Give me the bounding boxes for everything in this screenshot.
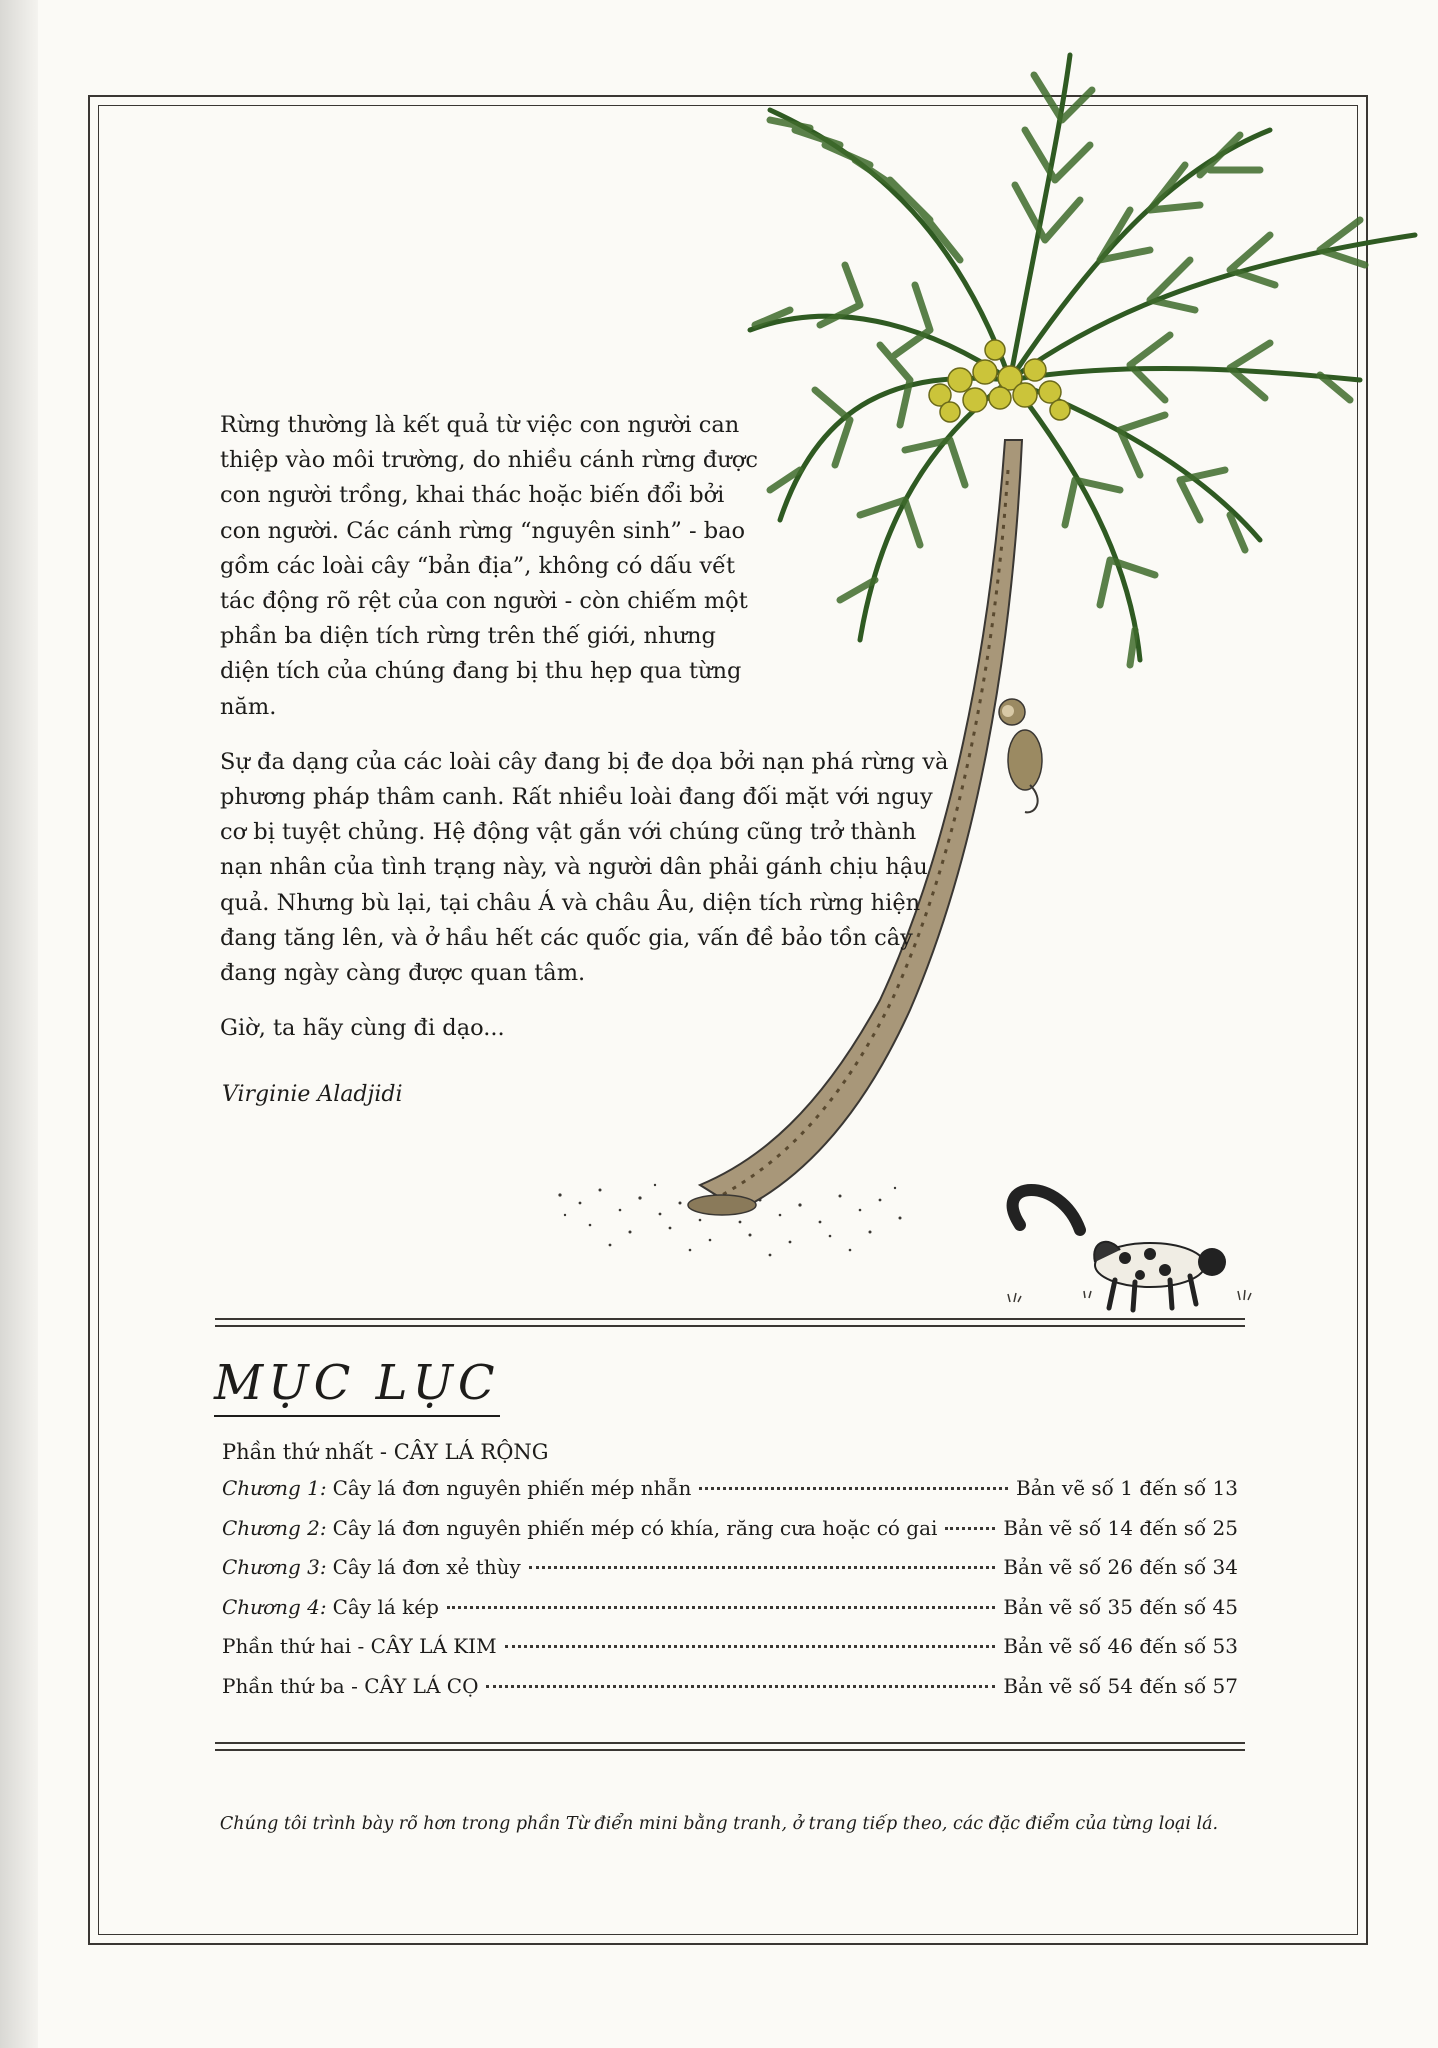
toc-title-text: Phần thứ hai - CÂY LÁ KIM [222, 1634, 497, 1658]
dot-leader [529, 1566, 996, 1569]
toc-row[interactable] [222, 1674, 1238, 1714]
lemur-icon [1013, 1190, 1226, 1310]
toc-plates: Bản vẽ số 54 đến số 57 [1003, 1673, 1238, 1698]
author-signature: Virginie Aladjidi [222, 1082, 403, 1107]
toc-title-text: Cây lá đơn xẻ thùy [332, 1555, 521, 1579]
toc-title-text: Phần thứ ba - CÂY LÁ CỌ [222, 1673, 479, 1698]
divider-top [215, 1318, 1245, 1327]
toc-title-text: Cây lá đơn nguyên phiến mép nhẵn [332, 1476, 692, 1500]
trunk-base [688, 1195, 756, 1215]
intro-text [220, 408, 950, 1066]
intro-paragraph-2: Sự đa dạng của các loài cây đang bị đe dọa bởi nạn phá rừng và phương pháp thâm canh. Rất nhiều loài đang đối mặt với nguy cơ bị tuyệt chủng. Hệ động vật gắn với chúng cũng trở thành nạn nhân của tình trạng này, và người dân phải gánh chịu hậu quả. Nhưng bù lại, tại châu Á và châu Âu, diện tích rừng hiện đang tăng lên, và ở hầu hết các quốc gia, vấn đề bảo tồn cây đang ngày càng được quan tâm. [220, 748, 949, 987]
intro-paragraph-3: Giờ, ta hãy cùng đi dạo... [220, 1015, 505, 1042]
dot-leader [486, 1685, 995, 1688]
toc-row[interactable] [222, 1476, 1238, 1516]
table-of-contents [222, 1476, 1238, 1713]
toc-row[interactable] [222, 1634, 1238, 1674]
divider-bottom [215, 1742, 1245, 1751]
toc-chapter: Chương 1: [222, 1476, 327, 1500]
footnote: Chúng tôi trình bày rõ hơn trong phần Từ điển mini bằng tranh, ở trang tiếp theo, các đặc điểm của từng loại lá. [219, 1814, 1219, 1834]
monkey-icon [999, 699, 1042, 812]
toc-title-text: Cây lá đơn nguyên phiến mép có khía, răng cưa hoặc có gai [332, 1515, 938, 1540]
toc-chapter: Chương 2: [222, 1515, 327, 1540]
toc-plates: Bản vẽ số 46 đến số 53 [1003, 1634, 1238, 1658]
toc-part-one: Phần thứ nhất - CÂY LÁ RỘNG [222, 1440, 549, 1464]
dot-leader [945, 1527, 995, 1530]
dot-leader [699, 1487, 1008, 1490]
intro-paragraph-1: Rừng thường là kết quả từ việc con người can thiệp vào môi trường, do nhiều cánh rừng được con người trồng, khai thác hoặc biến đổi bởi con người. Các cánh rừng “nguyên sinh” - bao gồm các loài cây “bản địa”, không có dấu vết tác động rõ rệt của con người - còn chiếm một phần ba diện tích rừng trên thế giới, nhưng diện tích của chúng đang bị thu hẹp qua từng năm. [220, 412, 758, 720]
toc-title: MỤC LỤC [214, 1355, 500, 1417]
toc-row[interactable] [222, 1555, 1238, 1595]
toc-plates: Bản vẽ số 26 đến số 34 [1003, 1555, 1238, 1579]
dot-leader [447, 1606, 995, 1609]
toc-plates: Bản vẽ số 35 đến số 45 [1003, 1594, 1238, 1619]
toc-title-text: Cây lá kép [332, 1594, 439, 1619]
dot-leader [505, 1645, 996, 1648]
toc-row[interactable] [222, 1595, 1238, 1635]
toc-plates: Bản vẽ số 1 đến số 13 [1016, 1476, 1238, 1500]
toc-plates: Bản vẽ số 14 đến số 25 [1003, 1515, 1238, 1540]
toc-chapter: Chương 3: [222, 1555, 327, 1579]
toc-chapter: Chương 4: [222, 1594, 327, 1619]
grass-tufts [1008, 1290, 1251, 1302]
toc-row[interactable] [222, 1516, 1238, 1556]
